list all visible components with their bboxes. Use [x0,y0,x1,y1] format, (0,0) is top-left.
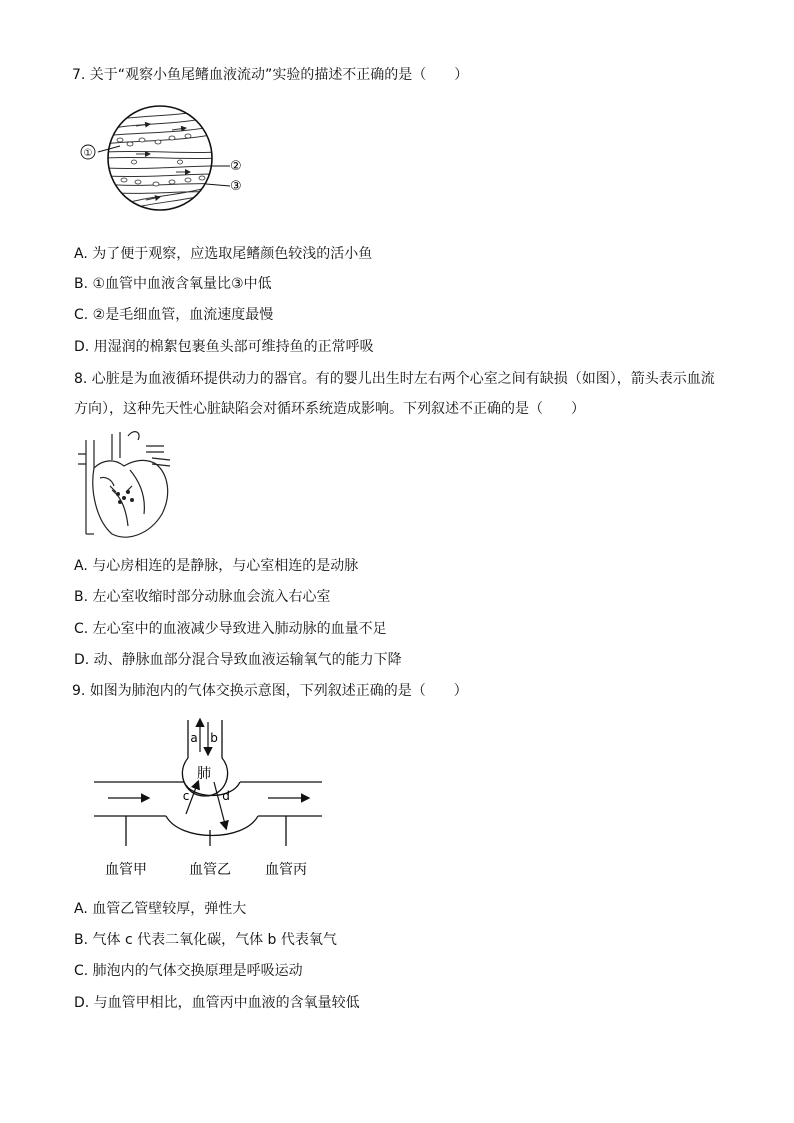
q9-stem: 9. 如图为肺泡内的气体交换示意图，下列叙述正确的是（ ） [72,683,468,699]
q7-option-a: A. 为了便于观察，应选取尾鳍颜色较浅的活小鱼 [74,246,373,262]
q8-heart-figure [72,430,176,544]
q7-option-d: D. 用湿润的棉絮包裹鱼头部可维持鱼的正常呼吸 [74,339,374,355]
label-2: ② [230,159,242,174]
q7-option-c: C. ②是毛细血管，血流速度最慢 [74,307,274,323]
label-alveolus: 肺 [197,766,211,782]
label-1: ① [83,148,93,159]
label-b: b [210,731,218,745]
q7-option-b: B. ①血管中血液含氧量比③中低 [74,276,272,292]
q8-option-a: A. 与心房相连的是静脉，与心室相连的是动脉 [74,558,359,574]
q8-option-d: D. 动、静脉血部分混合导致血液运输氧气的能力下降 [74,652,402,668]
q8-stem-line1: 8. 心脏是为血液循环提供动力的器官。有的婴儿出生时左右两个心室之间有缺损（如图），箭头表示血流 [74,371,715,387]
q9-option-d: D. 与血管甲相比，血管丙中血液的含氧量较低 [74,995,360,1011]
q9-alveolus-figure [90,712,330,882]
label-vessel-3: 血管丙 [265,862,307,878]
q8-option-b: B. 左心室收缩时部分动脉血会流入右心室 [74,589,331,605]
label-d: d [222,789,230,803]
q8-option-c: C. 左心室中的血液减少导致进入肺动脉的血量不足 [74,621,387,637]
label-c: c [182,789,190,803]
label-vessel-2: 血管乙 [189,862,231,878]
q9-option-b: B. 气体 c 代表二氧化碳，气体 b 代表氧气 [74,932,337,948]
label-a: a [190,731,198,745]
q7-stem: 7. 关于“观察小鱼尾鳍血液流动”实验的描述不正确的是（ ） [72,67,469,83]
label-vessel-1: 血管甲 [105,862,147,878]
q9-option-a: A. 血管乙管壁较厚，弹性大 [74,901,247,917]
q9-option-c: C. 肺泡内的气体交换原理是呼吸运动 [74,963,303,979]
label-3: ③ [230,179,242,194]
q7-blood-vessel-figure [76,96,242,222]
q8-stem-line2: 方向），这种先天性心脏缺陷会对循环系统造成影响。下列叙述不正确的是（ ） [74,401,585,417]
